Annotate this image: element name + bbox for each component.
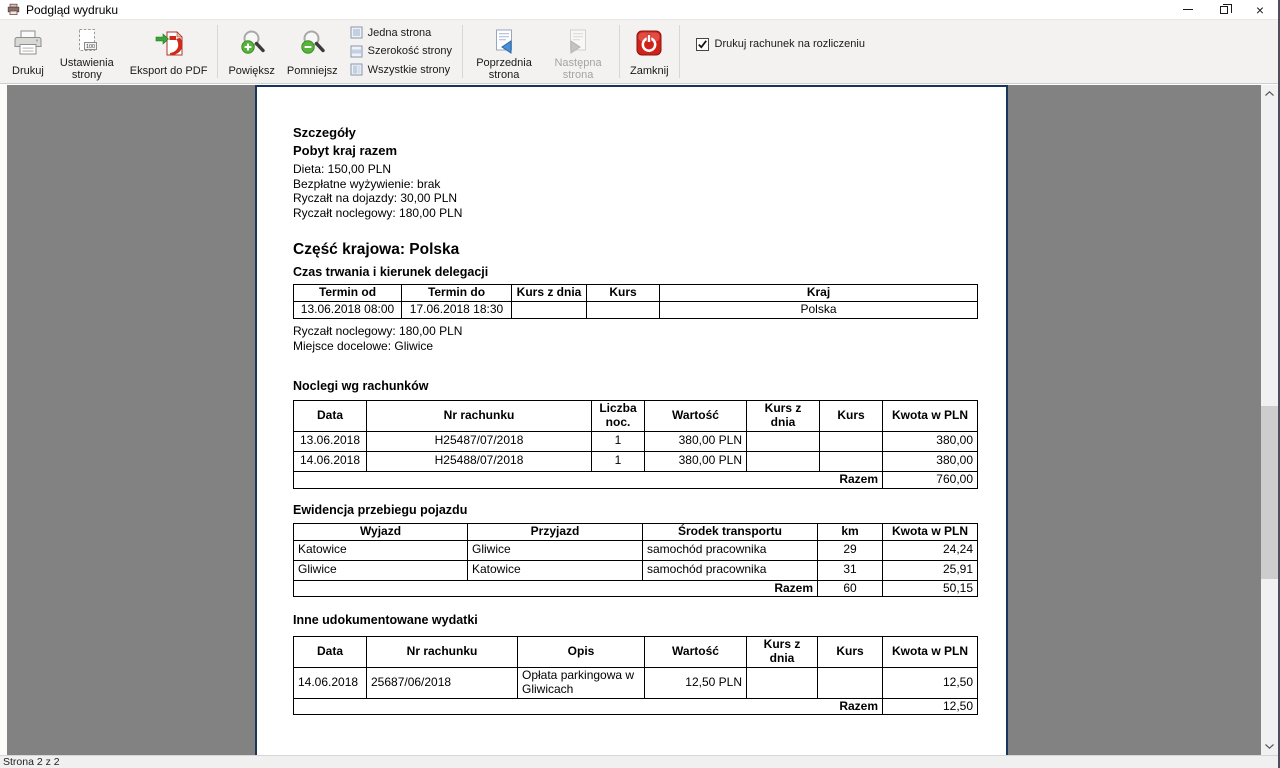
print-button[interactable] (6, 22, 50, 81)
cell: Razem (294, 580, 818, 597)
zoom-in-button[interactable] (222, 22, 280, 81)
next-page-label: Następna strona (554, 57, 602, 82)
header-cell: Kurs z dnia (747, 637, 818, 668)
cell: 14.06.2018 (294, 667, 367, 698)
header-cell: Kwota w PLN (883, 523, 978, 540)
header-cell: Nr rachunku (367, 637, 518, 668)
toolbar-separator (217, 25, 218, 78)
titlebar (0, 0, 1278, 19)
svg-text:100: 100 (85, 44, 95, 50)
header-cell: Kurs z dnia (747, 401, 820, 432)
prev-page-label: Poprzednia strona (476, 57, 532, 82)
header-cell: Termin do (402, 285, 512, 302)
zoom-out-label: Pomniejsz (286, 64, 338, 77)
header-cell: Środek transportu (643, 523, 818, 540)
cell (820, 431, 883, 451)
maximize-button[interactable] (1206, 0, 1242, 19)
header-cell: Opis (518, 637, 645, 668)
close-icon: × (1255, 1, 1265, 18)
prev-page-button[interactable] (467, 22, 541, 81)
cell: Polska (660, 302, 978, 319)
page-setup-icon (72, 27, 102, 57)
preview-area (0, 85, 1278, 755)
chevron-down-icon (1265, 744, 1274, 749)
one-page-icon (350, 26, 363, 39)
print-receipt-checkbox[interactable] (696, 38, 709, 51)
zoom-out-button[interactable] (281, 22, 344, 81)
zoom-in-icon (237, 27, 267, 58)
lodging-table (293, 400, 977, 488)
page-view-mode-group (344, 22, 458, 81)
close-preview-button[interactable] (624, 22, 675, 81)
cell: 380,00 (883, 431, 978, 451)
window-title: Podgląd wydruku (26, 2, 119, 17)
cell: 12,50 (883, 667, 978, 698)
cell: 25,91 (883, 560, 978, 580)
header-cell: Data (294, 401, 367, 432)
chevron-up-icon (1265, 91, 1274, 96)
doc-table (293, 284, 978, 319)
cell (747, 451, 820, 471)
export-pdf-button[interactable] (124, 22, 214, 81)
cell: 17.06.2018 18:30 (402, 302, 512, 319)
all-pages-label: Wszystkie strony (367, 63, 451, 76)
cell: Razem (294, 471, 883, 488)
cell: 12,50 (883, 698, 978, 715)
other-expenses-heading: Inne udokumentowane wydatki (293, 613, 478, 628)
header-cell: Kwota w PLN (883, 401, 978, 432)
doc-table (293, 400, 978, 488)
table-row (294, 451, 978, 471)
page-setup-button[interactable] (50, 22, 124, 81)
stay-line: Bezpłatne wyżywienie: brak (293, 176, 441, 191)
header-cell: Kurs (820, 401, 883, 432)
stay-heading: Pobyt kraj razem (293, 143, 398, 158)
header-cell: Wyjazd (294, 523, 468, 540)
doc-table (293, 523, 978, 598)
table-row (294, 667, 978, 698)
cell: 380,00 PLN (645, 431, 747, 451)
report-page (255, 85, 1008, 755)
duration-table (293, 284, 977, 319)
minimize-button[interactable] (1170, 0, 1206, 19)
cell: Katowice (294, 540, 468, 560)
header-cell: Kurs (587, 285, 660, 302)
print-receipt-label: Drukuj rachunek na rozliczeniu (714, 38, 865, 50)
header-cell: Liczba noc. (592, 401, 645, 432)
header-cell: Wartość (645, 401, 747, 432)
cell: 14.06.2018 (294, 451, 367, 471)
checkmark-icon (697, 39, 708, 50)
cell: samochód pracownika (643, 560, 818, 580)
cell (747, 667, 818, 698)
cell (512, 302, 587, 319)
all-pages-button[interactable] (348, 63, 454, 76)
duration-heading: Czas trwania i kierunek delegacji (293, 265, 489, 280)
cell: H25487/07/2018 (367, 431, 592, 451)
header-cell: Termin od (294, 285, 402, 302)
page-indicator: Strona 2 z 2 (3, 756, 60, 768)
scroll-down-button[interactable] (1261, 738, 1278, 755)
statusbar (0, 755, 1278, 768)
zoom-in-label: Powiększ (228, 64, 275, 77)
cell: 31 (818, 560, 883, 580)
header-cell: Wartość (645, 637, 747, 668)
header-row (294, 401, 978, 432)
header-cell: km (818, 523, 883, 540)
restore-icon (1220, 6, 1228, 14)
export-pdf-label: Eksport do PDF (129, 64, 208, 77)
cell (587, 302, 660, 319)
toolbar-separator (679, 25, 680, 78)
toolbar-separator (462, 25, 463, 78)
print-receipt-option[interactable] (684, 36, 865, 52)
stay-line: Dieta: 150,00 PLN (293, 162, 392, 176)
prev-page-icon (489, 27, 519, 57)
cell: Opłata parkingowa w Gliwicach (518, 667, 645, 698)
cell: 380,00 (883, 451, 978, 471)
cell: 13.06.2018 (294, 431, 367, 451)
cell: 12,50 PLN (645, 667, 747, 698)
cell (747, 431, 820, 451)
cell: 13.06.2018 08:00 (294, 302, 402, 319)
header-cell: Data (294, 637, 367, 668)
cell: 60 (818, 580, 883, 597)
report-page-content (257, 87, 977, 715)
lodging-heading: Noclegi wg rachunków (293, 379, 429, 394)
page-width-icon (350, 45, 363, 58)
cell: 24,24 (883, 540, 978, 560)
country-section-heading: Część krajowa: Polska (293, 241, 460, 259)
zoom-out-icon (297, 27, 327, 58)
destination-line: Miejsce docelowe: Gliwice (293, 338, 434, 353)
page-setup-label: Ustawienia strony (59, 57, 114, 82)
cell: Gliwice (294, 560, 468, 580)
window-controls (1170, 0, 1278, 19)
header-cell: Kwota w PLN (883, 637, 978, 668)
vertical-scrollbar[interactable] (1261, 85, 1278, 755)
details-heading: Szczegóły (293, 125, 356, 140)
scroll-up-button[interactable] (1261, 85, 1278, 102)
ryczalt-line: Ryczałt noclegowy: 180,00 PLN (293, 323, 463, 338)
header-cell: Przyjazd (468, 523, 643, 540)
table-row (294, 302, 978, 319)
table-row (294, 431, 978, 451)
cell: Razem (294, 698, 883, 715)
cell: 29 (818, 540, 883, 560)
toolbar (0, 19, 1278, 84)
all-pages-icon (350, 63, 363, 76)
header-row (294, 523, 978, 540)
cell: 1 (592, 451, 645, 471)
power-close-icon (634, 27, 664, 58)
cell: Katowice (468, 560, 643, 580)
cell (820, 451, 883, 471)
page-width-label: Szerokość strony (367, 45, 453, 57)
cell: 50,15 (883, 580, 978, 597)
doc-table (293, 636, 978, 715)
cell (818, 667, 883, 698)
next-page-icon (563, 27, 593, 57)
close-preview-label: Zamknij (630, 64, 669, 77)
next-page-button[interactable] (541, 22, 615, 81)
header-cell: Kurs (818, 637, 883, 668)
mileage-heading: Ewidencja przebiegu pojazdu (293, 502, 468, 517)
printer-icon (13, 27, 43, 58)
app-printer-icon (7, 3, 20, 16)
header-cell: Kraj (660, 285, 978, 302)
scrollbar-thumb[interactable] (1261, 406, 1278, 579)
other-expenses-table (293, 636, 977, 715)
header-row (294, 637, 978, 668)
stay-line: Ryczałt noclegowy: 180,00 PLN (293, 205, 463, 220)
page-width-button[interactable] (348, 45, 454, 58)
one-page-label: Jedna strona (367, 26, 432, 39)
one-page-button[interactable] (348, 26, 454, 39)
cell: 380,00 PLN (645, 451, 747, 471)
summary-row (294, 580, 978, 597)
cell: samochód pracownika (643, 540, 818, 560)
print-label: Drukuj (12, 64, 44, 77)
cell: 25687/06/2018 (367, 667, 518, 698)
table-row (294, 560, 978, 580)
toolbar-separator (619, 25, 620, 78)
close-button[interactable] (1242, 0, 1278, 19)
cell: 1 (592, 431, 645, 451)
mileage-table (293, 523, 977, 598)
cell: Gliwice (468, 540, 643, 560)
header-cell: Nr rachunku (367, 401, 592, 432)
header-cell: Kurs z dnia (512, 285, 587, 302)
summary-row (294, 471, 978, 488)
summary-row (294, 698, 978, 715)
table-row (294, 540, 978, 560)
stay-line: Ryczałt na dojazdy: 30,00 PLN (293, 191, 458, 206)
minimize-icon (1183, 9, 1193, 10)
cell: H25488/07/2018 (367, 451, 592, 471)
header-row (294, 285, 978, 302)
pdf-export-icon (153, 27, 185, 58)
cell: 760,00 (883, 471, 978, 488)
